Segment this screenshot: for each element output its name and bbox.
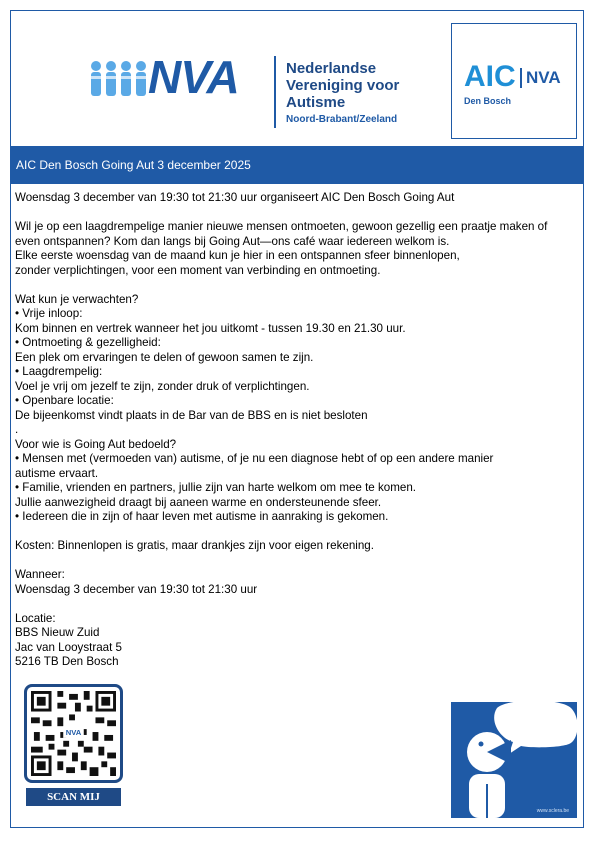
page-title: AIC Den Bosch Going Aut 3 december 2025 (10, 146, 584, 184)
conversation-pictogram-icon (451, 702, 577, 818)
logo-divider (274, 56, 276, 128)
aic-location: Den Bosch (464, 96, 512, 106)
nva-wordmark: NVA (148, 51, 239, 103)
nva-name-line-3: Autisme (286, 94, 346, 111)
nva-name-line-2: Vereniging voor (286, 77, 400, 94)
spacer (15, 278, 571, 293)
spacer (15, 525, 571, 540)
location-section: Locatie: BBS Nieuw Zuid Jac van Looystraat 5 5216 TB Den Bosch (15, 611, 122, 668)
event-description (15, 191, 571, 670)
expectations-section: Wat kun je verwachten? • Vrije inloop: Kom binnen en vertrek wanneer het jou uitkomt - tussen 19.30 en 21.30 uur. • Ontmoeting & gezelligheid: Een plek om ervaringen te delen of gewoon samen te zijn. • Laagdrempelig: Voel je vrij om jezelf te zijn, zonder druk of verplichtingen. • Openbare locatie: De bijeenkomst vindt plaats in de Bar van de BBS en is niet besloten . Voor wie is Going Aut bedoeld? • Mensen met (vermoeden van) autisme, of je nu een diagnose hebt of op een andere manier autisme ervaart. • Familie, vrienden en partners, jullie zijn van harte welkom om mee te komen. Jullie aanwezigheid draagt bij aaneen warme en ondersteunende sfeer. • Iedereen die in zijn of haar leven met autisme in aanraking is gekomen. (15, 292, 494, 523)
when-section: Wanneer: Woensdag 3 december van 19:30 tot 21:30 uur (15, 568, 258, 596)
spacer (15, 206, 571, 221)
nva-full-name (286, 60, 399, 111)
invitation-paragraph: Wil je op een laagdrempelige manier nieuwe mensen ontmoeten, gewoon gezellig een praatje maken of even ontspannen? Kom dan langs bij Going Aut—ons café waar iedereen welkom is. Elke eerste woensdag van de maand kun je hier in een ontspannen sfeer binnenlopen, zonder verplichtingen, voor een moment van verbinding en ontmoeting. (15, 220, 548, 277)
conversation-pictogram (451, 702, 577, 818)
pictogram-source: www.sclera.be (536, 808, 569, 814)
nva-name-line-1: Nederlandse (286, 60, 377, 77)
qr-frame (24, 684, 123, 783)
aic-wordmark: AIC (464, 60, 516, 93)
intro-line: Woensdag 3 december van 19:30 tot 21:30 uur organiseert AIC Den Bosch Going Aut (15, 191, 455, 204)
people-logo-icon (88, 58, 150, 98)
qr-code-icon (31, 691, 116, 776)
aic-logo-box (451, 23, 577, 139)
spacer (15, 597, 571, 612)
costs-line: Kosten: Binnenlopen is gratis, maar drankjes zijn voor eigen rekening. (15, 539, 374, 552)
qr-code-block[interactable] (24, 684, 123, 808)
qr-center-text: NVA (65, 727, 82, 737)
aic-nva-wordmark: NVA (520, 68, 561, 88)
nva-logo (88, 51, 408, 134)
spacer (15, 554, 571, 569)
nva-region: Noord-Brabant/Zeeland (286, 114, 398, 125)
scan-label: SCAN MIJ (26, 788, 121, 806)
